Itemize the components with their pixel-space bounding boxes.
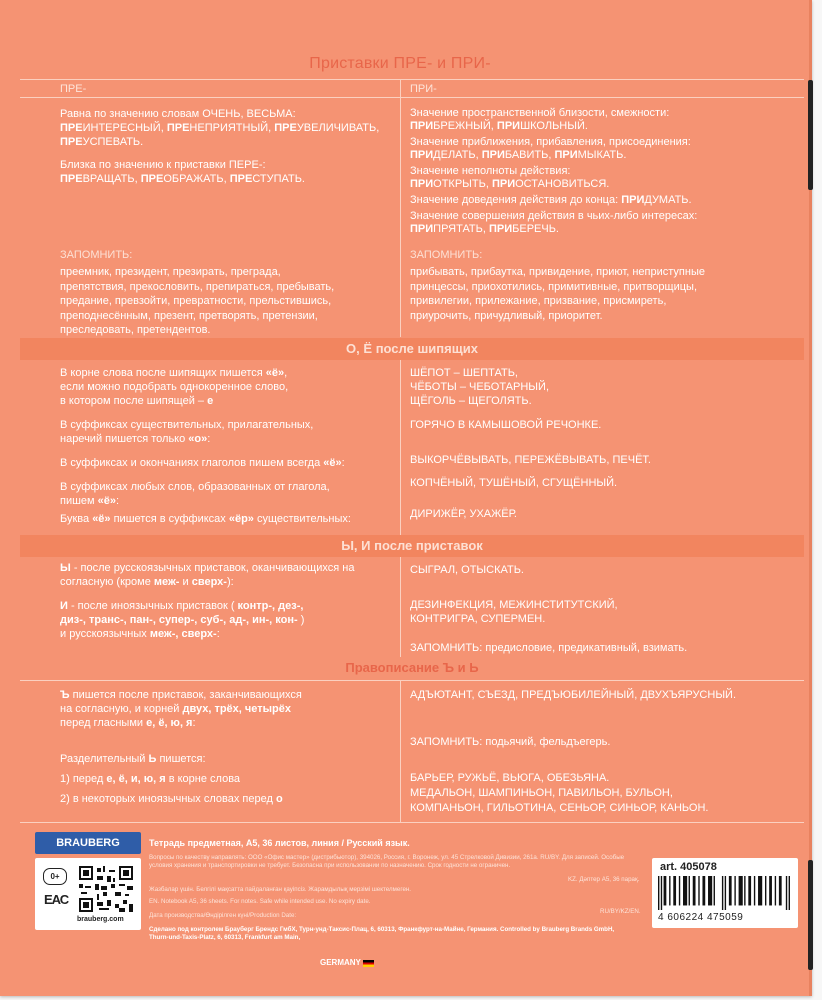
signs-remember: ЗАПОМНИТЬ: подьячий, фельдъегерь. — [410, 736, 611, 748]
column-divider — [400, 557, 401, 657]
o-yo-rules: В корне слова после шипящих пишется «ё», если можно подобрать однокоренное слово, в котором после шипящей – е В суффиксах существительных, прилагательных, наречий пишется только «о»: В суффиксах и окончаниях глаголов пишем всегда «ё»: В суффиксах любых слов, образованных от глагола, пишем «ё»: Буква «ё» пишется в суффиксах «ёр» существительных: — [60, 367, 351, 525]
country: GERMANY — [320, 958, 361, 967]
article-number: art. 405078 — [660, 861, 717, 873]
divider — [20, 822, 804, 823]
pri-remember-label: ЗАПОМНИТЬ: — [410, 249, 483, 261]
spiral-clip-top — [808, 80, 813, 190]
y-i-example-2: ДЕЗИНФЕКЦИЯ, МЕЖИНСТИТУТСКИЙ, КОНТРИГРА, СУПЕРМЕН. — [410, 599, 618, 625]
y-i-example-1: СЫГРАЛ, ОТЫСКАТЬ. — [410, 564, 524, 576]
divider — [20, 97, 804, 98]
production-date: Дата производства/Өндірілген күні/Production Date: — [149, 912, 297, 919]
divider — [20, 680, 804, 681]
signs-rules: Ъ пишется после приставок, заканчивающихся на согласную, и корней двух, трёх, четырёх перед гласными е, ё, ю, я: Разделительный Ь пишется: 1) перед е, ё, и, ю, я в корне слова 2) в некоторых иноязычных словах перед о — [60, 689, 302, 805]
o-yo-examples: ШЁПОТ – ШЕПТАТЬ, ЧЁБОТЫ – ЧЕБОТАРНЫЙ, ЩЁГОЛЬ – ЩЕГОЛЯТЬ. — [410, 367, 550, 407]
en-info: EN. Notebook A5, 36 sheets. For notes. Safe while intended use. No expiry date. — [149, 898, 371, 905]
o-yo-example-suffix: ГОРЯЧО В КАМЫШОВОЙ РЕЧОНКЕ. — [410, 419, 602, 431]
o-yo-example-er: ДИРИЖЁР, УХАЖЁР. — [410, 508, 517, 520]
age-rating-badge: 0+ — [43, 868, 67, 885]
barcode — [658, 876, 790, 910]
eac-mark: ЕАС — [44, 892, 69, 907]
germany-flag-icon — [363, 960, 374, 967]
site-url: brauberg.com — [77, 916, 124, 923]
brand-logo: BRAUBERG — [35, 832, 141, 854]
manufacturer-info: Сделано под контролем Брауберг Брендс ГмбХ, Турн-унд-Таксис-Плац, 6, 60313, Франкфурт-на-Майне, Германия. Controlled by Brauberg Brands GmbH, Thurn-und-Taxis-Platz, 6, 60313, Frankfurt am Main, — [149, 926, 615, 941]
language-codes: RU/BY/KZ/EN. — [600, 908, 641, 915]
y-i-rules: Ы - после русскоязычных приставок, оканчивающихся на согласную (кроме меж- и сверх-): И - после иноязычных приставок ( контр-, дез-, диз-, транс-, пан-, супер-, суб-, ад-, ин-, кон- ) и русскоязычных меж-, сверх-: — [60, 562, 355, 640]
column-divider — [400, 680, 401, 822]
spiral-clip-bottom — [808, 860, 813, 970]
barcode-number: 4 606224 475059 — [658, 912, 744, 923]
section-header-signs: Правописание Ъ и Ь — [20, 657, 804, 679]
pre-rule-block: Равна по значению словам ОЧЕНЬ, ВЕСЬМА: ПРЕИНТЕРЕСНЫЙ, ПРЕНЕПРИЯТНЫЙ, ПРЕУВЕЛИЧИВАТЬ, ПРЕУСПЕВАТЬ. Близка по значению к приставки ПЕРЕ-: ПРЕВРАЩАТЬ, ПРЕОБРАЖАТЬ, ПРЕСТУПАТЬ. — [60, 108, 380, 185]
barcode-panel — [652, 858, 798, 928]
ru-info: Вопросы по качеству направлять: ООО «Офис мастер» (дистрибьютор), 394026, Россия, г. Воронеж, ул. 45 Стрелковой Дивизии, 261а. RU/BY. Для записей. Особые условия хранения и транспортировки не требует. Безопасна при использовании по назначению. Срок годности не ограничен. — [149, 854, 625, 869]
page-title: Приставки ПРЕ- и ПРИ- — [309, 55, 491, 72]
pri-rule-block: Значение пространственной близости, смежности: ПРИБРЕЖНЫЙ, ПРИШКОЛЬНЫЙ. Значение приближения, прибавления, присоединения: ПРИДЕЛАТЬ, ПРИБАВИТЬ, ПРИМЫКАТЬ. Значение неполноты действия: ПРИОТКРЫТЬ, ПРИОСТАНОВИТЬСЯ. Значение доведения действия до конца: ПРИДУМАТЬ. Значение совершения действия в чьих-либо интересах: ПРИПРЯТАТЬ, ПРИБЕРЕЧЬ. — [410, 107, 698, 235]
column-divider — [400, 79, 401, 337]
product-title: Тетрадь предметная, А5, 36 листов, линия / Русский язык. — [149, 838, 410, 848]
signs-example-soft: БАРЬЕР, РУЖЬЁ, ВЬЮГА, ОБЕЗЬЯНА. МЕДАЛЬОН, ШАМПИНЬОН, ПАВИЛЬОН, БУЛЬОН, КОМПАНЬОН, ГИЛЬОТИНА, СЕНЬОР, СИНЬОР, КАНЬОН. — [410, 772, 709, 814]
column-divider — [400, 360, 401, 535]
qr-code — [79, 866, 133, 912]
kz-title: KZ. Дәптер А5, 36 парақ. — [568, 876, 640, 883]
pri-remember-list: прибывать, прибаутка, привидение, приют, неприступные принцессы, приохотились, примитивные, притворщицы, привилегии, прилежание, призвание, присмиреть, приурочить, причудливый, приоритет. — [410, 266, 705, 322]
signs-example-hard: АДЪЮТАНТ, СЪЕЗД, ПРЕДЪЮБИЛЕЙНЫЙ, ДВУХЪЯРУСНЫЙ. — [410, 689, 737, 701]
pri-header: ПРИ- — [410, 83, 437, 95]
divider — [20, 79, 804, 80]
kz-info: Жазбалар үшін. Белгілі мақсатта пайдаланған қауіпсіз. Жарамдылық мерзімі шектелмеген. — [149, 886, 412, 893]
pre-remember-list: преемник, президент, презирать, преграда, препятствия, прекословить, препираться, пребывать, предание, превзойти, превратности, прельстившись, преподнесённым, презент, претворять, претензии, преследовать, претендентов. — [60, 266, 335, 336]
o-yo-example-participles: КОПЧЁНЫЙ, ТУШЁНЫЙ, СГУЩЁННЫЙ. — [410, 477, 618, 489]
pre-remember-label: ЗАПОМНИТЬ: — [60, 249, 133, 261]
o-yo-example-verbs: ВЫКОРЧЁВЫВАТЬ, ПЕРЕЖЁВЫВАТЬ, ПЕЧЁТ. — [410, 454, 651, 466]
section-header-y-i: Ы, И после приставок — [20, 535, 804, 557]
y-i-remember: ЗАПОМНИТЬ: предисловие, предикативный, взимать. — [410, 642, 688, 654]
section-header-o-yo: О, Ё после шипящих — [20, 338, 804, 360]
certification-panel — [35, 858, 141, 930]
pre-header: ПРЕ- — [60, 83, 87, 95]
